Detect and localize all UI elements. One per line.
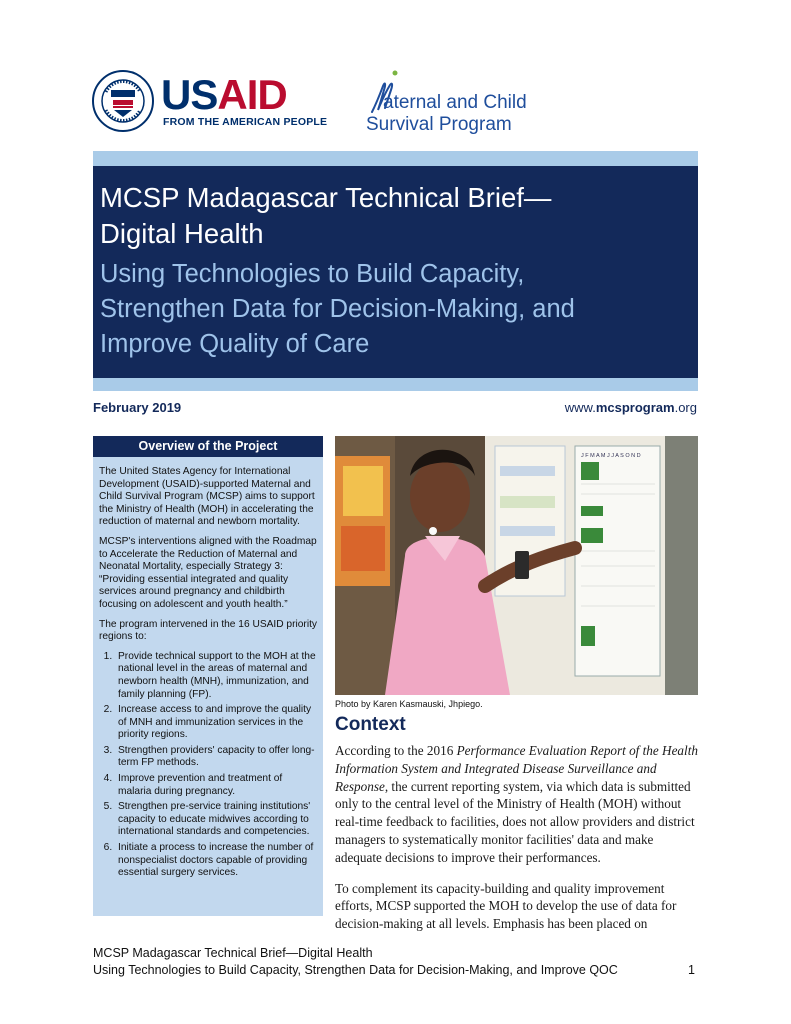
list-item: 4. Improve prevention and treatment of malaria during pregnancy. — [115, 773, 317, 798]
sidebar-body — [93, 457, 323, 880]
website-link[interactable] — [565, 400, 697, 415]
footer-subtitle: Using Technologies to Build Capacity, Strengthen Data for Decision-Making, and Improve QOC — [93, 963, 618, 977]
overview-sidebar — [93, 436, 323, 916]
usaid-tagline: FROM THE AMERICAN PEOPLE — [163, 116, 328, 128]
sidebar-paragraph: MCSP's interventions aligned with the Roadmap to Accelerate the Reduction of Maternal and Neonatal Mortality, especially Strategy 3: “Providing essential integrated and quality services around pregnancy and childbirth focusing on adolescent and youth health.” — [99, 535, 317, 610]
website-suffix: .org — [674, 400, 697, 415]
list-item: 6. Initiate a process to increase the number of nonspecialist doctors capable of providing essential surgery services. — [115, 842, 317, 880]
banner-bottom-band — [93, 378, 698, 391]
publication-date: February 2019 — [93, 400, 182, 415]
title-line-2: Digital Health — [100, 218, 264, 249]
context-text: According to the 2016 — [335, 743, 457, 758]
banner-top-band — [93, 151, 698, 166]
context-paragraph — [335, 742, 700, 867]
list-item: 2. Increase access to and improve the quality of MNH and immunization services in the priority regions. — [115, 704, 317, 742]
list-item: 1. Provide technical support to the MOH at the national level in the areas of maternal and newborn health (MNH), immunization, and family planning (FP). — [115, 651, 317, 701]
mcsp-logo-line1: aternal and Child — [383, 92, 527, 113]
usaid-seal-logo — [92, 70, 154, 132]
footer-title: MCSP Madagascar Technical Brief—Digital Health — [93, 946, 373, 960]
list-item: 5. Strengthen pre-service training institutions' capacity to educate midwives according to international standards and competencies. — [115, 801, 317, 839]
photo-chart-months: J F M A M J J A S O N D — [581, 453, 641, 459]
mcsp-logo-line2: Survival Program — [366, 114, 512, 135]
usaid-logo-us: US — [161, 71, 218, 118]
usaid-logo-text — [161, 71, 287, 118]
report-title-italic: Performance Evaluation Report of the Health Information System and Integrated Disease Surveillance and Response — [335, 743, 698, 794]
website-prefix: www. — [564, 400, 596, 415]
subtitle-line-1: Using Technologies to Build Capacity, — [100, 260, 525, 288]
website-domain: mcsprogram — [595, 400, 675, 415]
title-line-1: MCSP Madagascar Technical Brief— — [100, 182, 552, 213]
subtitle-line-2: Strengthen Data for Decision-Making, and — [100, 295, 575, 323]
health-worker-photo — [335, 436, 698, 695]
sidebar-paragraph: The program intervened in the 16 USAID priority regions to: — [99, 618, 318, 643]
usaid-logo-aid: AID — [217, 71, 287, 118]
sidebar-paragraph: The United States Agency for International Development (USAID)-supported Maternal and Child Survival Program (MCSP) aims to support the Ministry of Health (MOH) in accelerating the reduction of maternal and newborn mortality. — [99, 466, 315, 528]
page-title — [100, 180, 690, 252]
page-subtitle — [100, 257, 690, 362]
context-paragraph: To complement its capacity-building and quality improvement efforts, MCSP supported the MOH to develop the use of data for decision-making at all levels. Emphasis has been placed on — [335, 880, 677, 932]
context-heading: Context — [335, 714, 406, 735]
context-body — [335, 742, 700, 946]
photo-caption: Photo by Karen Kasmauski, Jhpiego. — [335, 699, 483, 709]
subtitle-line-3: Improve Quality of Care — [100, 330, 370, 358]
objectives-list — [99, 651, 317, 880]
context-text: , the current reporting system, via which data is submitted only to the central level of the Ministry of Health (MOH) without real-time feedback to facilities, does not allow providers and district managers to systematically monitor facilities' data and make adequate decisions to improve their performances. — [335, 778, 695, 865]
list-item: 3. Strengthen providers' capacity to offer long-term FP methods. — [115, 745, 317, 770]
page-number: 1 — [688, 963, 695, 977]
sidebar-heading: Overview of the Project — [93, 436, 323, 457]
